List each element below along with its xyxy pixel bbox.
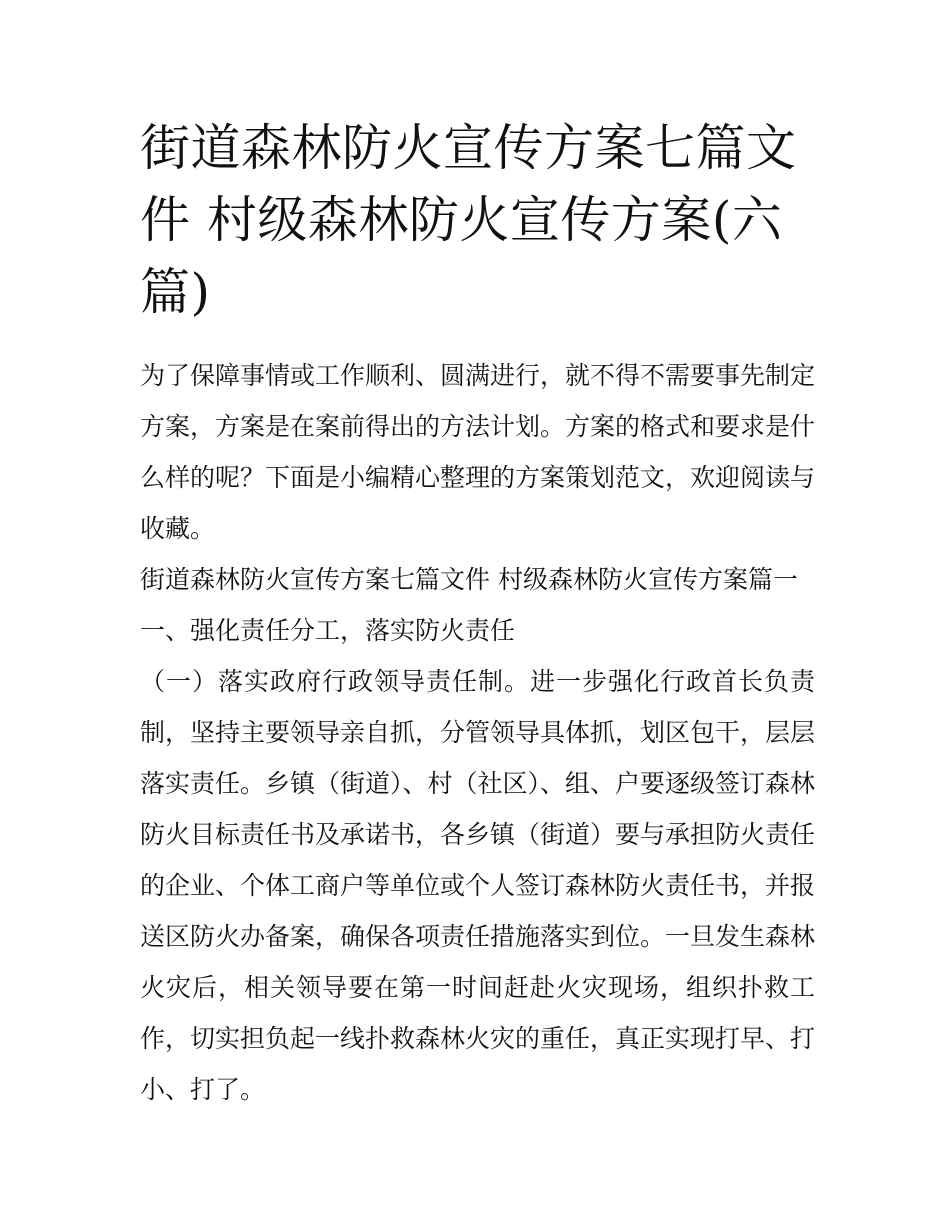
subheading: 一、强化责任分工，落实防火责任 (140, 616, 516, 645)
document-title: 街道森林防火宣传方案七篇文件 村级森林防火宣传方案(六篇) (140, 119, 797, 321)
body-paragraph: （一）落实政府行政领导责任制。进一步强化行政首长负责制，坚持主要领导亲自抓，分管领导具体抓，划区包干，层层落实责任。乡镇（街道）、村（社区）、组、户要逐级签订森林防火目标责任书及承诺书，各乡镇（街道）要与承担防火责任的企业、个体工商户等单位或个人签订森林防火责任书，并报送区防火办备案，确保各项责任措施落实到位。一旦发生森林火灾后，相关领导要在第一时间赶赴火灾现场，组织扑救工作，切实担负起一线扑救森林火灾的重任，真正实现打早、打小、打了。 (140, 667, 816, 1104)
intro-paragraph: 为了保障事情或工作顺利、圆满进行，就不得不需要事先制定方案，方案是在案前得出的方法计划。方案的格式和要求是什么样的呢？下面是小编精心整理的方案策划范文，欢迎阅读与收藏。 (140, 361, 816, 543)
document-content (140, 112, 820, 1115)
section-heading: 街道森林防火宣传方案七篇文件 村级森林防火宣传方案篇一 (140, 565, 798, 594)
